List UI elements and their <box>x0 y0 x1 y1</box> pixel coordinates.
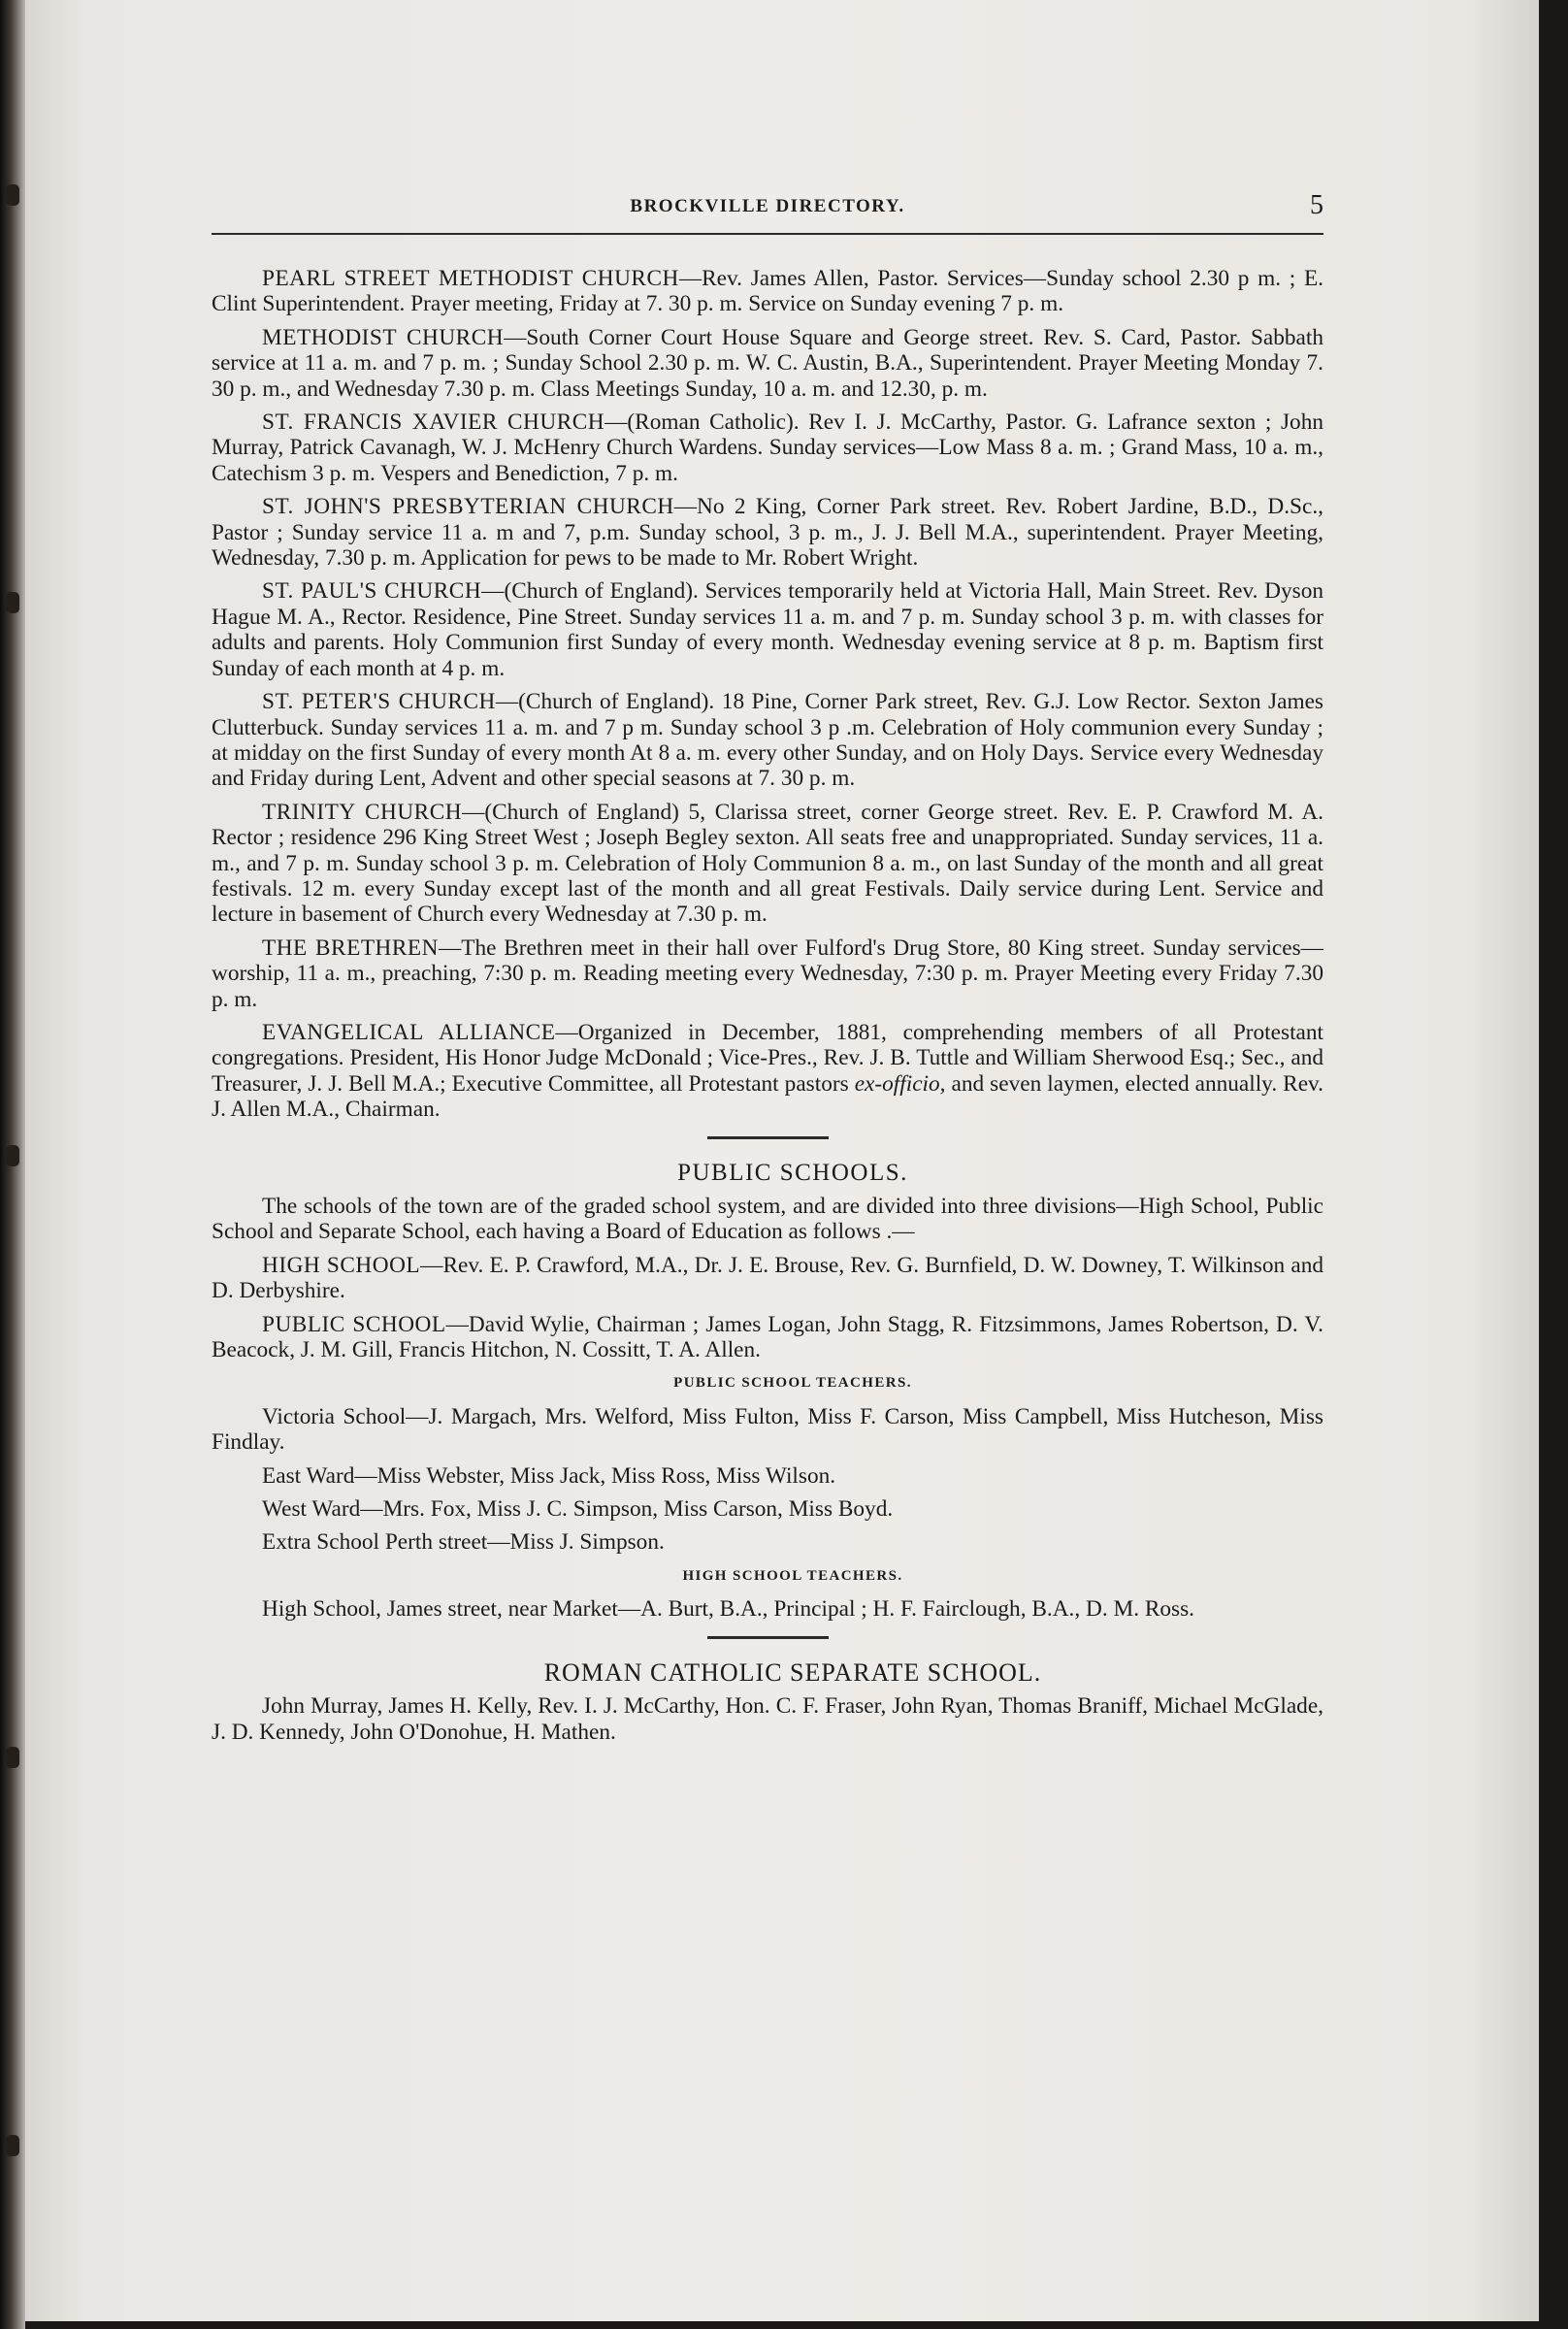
teachers-entry: East Ward—Miss Webster, Miss Jack, Miss Ross, Miss Wilson. <box>262 1462 836 1489</box>
church-name: THE BRETHREN <box>262 935 439 961</box>
binding-stitch <box>6 1747 19 1768</box>
church-entry <box>212 935 1323 1012</box>
church-name: PEARL STREET METHODIST CHURCH <box>262 266 679 291</box>
church-entry <box>212 266 1323 317</box>
public-schools-heading: PUBLIC SCHOOLS. <box>677 1159 908 1186</box>
board-members: —Rev. E. P. Crawford, M.A., Dr. J. E. Brouse, Rev. G. Burnfield, D. W. Downey, T. Wilkinson and D. Derbyshire. <box>212 1252 1323 1304</box>
church-name: METHODIST CHURCH <box>262 324 505 350</box>
separate-school-members: John Murray, James H. Kelly, Rev. I. J. McCarthy, Hon. C. F. Fraser, John Ryan, Thomas Braniff, Michael McGlade, J. D. Kennedy, John O'Donohue, H. Mathen. <box>212 1693 1323 1745</box>
church-entry <box>212 689 1323 792</box>
high-school-board <box>212 1253 1323 1304</box>
church-name: ST. PAUL'S CHURCH <box>262 578 482 605</box>
header-rule <box>212 233 1323 235</box>
church-entry <box>212 410 1323 486</box>
public-schools-intro: The schools of the town are of the graded school system, and are divided into three divisions—High School, Public School and Separate School, each having a Board of Education as follows .— <box>212 1194 1323 1245</box>
alliance-italic: ex-officio, <box>854 1070 946 1097</box>
church-name: TRINITY CHURCH <box>262 799 463 825</box>
page-body <box>212 266 1323 1753</box>
running-header <box>212 190 1323 229</box>
binding-stitch <box>6 592 19 613</box>
church-entry <box>212 800 1323 928</box>
board-members: —David Wylie, Chairman ; James Logan, John Stagg, R. Fitzsimmons, James Robertson, D. V. Beacock, J. M. Gill, Francis Hitchon, N. Cossitt, T. A. Allen. <box>212 1311 1323 1363</box>
public-school-board <box>212 1312 1323 1363</box>
church-name: ST. JOHN'S PRESBYTERIAN CHURCH <box>262 494 674 520</box>
book-binding <box>0 0 25 2329</box>
teachers-entry: Extra School Perth street—Miss J. Simpson. <box>262 1529 665 1556</box>
alliance-details: —Organized in December, 1881, comprehending members of all Protestant congregations. President, His Honor Judge McDonald ; Vice-Pres., Rev. J. B. Tuttle and William Sherwood Esq.; Sec., and Treasurer, J. J. Bell M.A.; Executive Committee, all Protestant pastors <box>212 1019 1323 1097</box>
alliance-entry <box>212 1020 1323 1123</box>
section-divider <box>707 1636 829 1639</box>
high-teachers-heading: HIGH SCHOOL TEACHERS. <box>682 1567 903 1584</box>
alliance-name: EVANGELICAL ALLIANCE <box>262 1019 556 1045</box>
church-details: —(Church of England) 5, Clarissa street, corner George street. Rev. E. P. Crawford M. A. Rector ; residence 296 King Street West ; Joseph Begley sexton. All seats free and unappropriated. Sunday services, 11 a. m., and 7 p. m. Sunday school 3 p. m. Celebration of Holy Communion 8 a. m., on last Sunday of the month and all great festivals. 12 m. every Sunday except last of the month and all great Festivals. Daily service during Lent. Service and lecture in basement of Church every Wednesday at 7.30 p. m. <box>212 799 1323 928</box>
binding-stitch <box>6 2135 19 2156</box>
church-name: ST. PETER'S CHURCH <box>262 689 496 715</box>
high-teachers-entry: High School, James street, near Market—A. Burt, B.A., Principal ; H. F. Fairclough, B.A., D. M. Ross. <box>262 1596 1194 1623</box>
church-details: —The Brethren meet in their hall over Fulford's Drug Store, 80 King street. Sunday services—worship, 11 a. m., preaching, 7:30 p. m. Reading meeting every Wednesday, 7:30 p. m. Prayer Meeting every Friday 7.30 p. m. <box>212 935 1323 1012</box>
church-entry <box>212 578 1323 681</box>
teachers-entry: West Ward—Mrs. Fox, Miss J. C. Simpson, Miss Carson, Miss Boyd. <box>262 1496 894 1523</box>
church-name: ST. FRANCIS XAVIER CHURCH <box>262 410 605 436</box>
church-details: —South Corner Court House Square and George street. Rev. S. Card, Pastor. Sabbath service at 11 a. m. and 7 p. m. ; Sunday School 2.30 p. m. W. C. Austin, B.A., Superintendent. Prayer Meeting Monday 7. 30 p. m., and Wednesday 7.30 p. m. Class Meetings Sunday, 10 a. m. and 12.30, p. m. <box>212 324 1324 402</box>
page-number: 5 <box>1310 190 1323 220</box>
church-entry <box>212 325 1323 402</box>
church-details: —(Roman Catholic). Rev I. J. McCarthy, Pastor. G. Lafrance sexton ; John Murray, Patrick Cavanagh, W. J. McHenry Church Wardens. Sunday services—Low Mass 8 a. m. ; Grand Mass, 10 a. m., Catechism 3 p. m. Vespers and Benediction, 7 p. m. <box>212 410 1323 486</box>
binding-stitch <box>6 1145 19 1166</box>
church-details: —No 2 King, Corner Park street. Rev. Robert Jardine, B.D., D.Sc., Pastor ; Sunday service 11 a. m and 7, p.m. Sunday school, 3 p. m., J. J. Bell M.A., superintendent. Prayer Meeting, Wednesday, 7.30 p. m. Application for pews to be made to Mr. Robert Wright. <box>212 494 1323 572</box>
teachers-entry: Victoria School—J. Margach, Mrs. Welford, Miss Fulton, Miss F. Carson, Miss Campbell, Miss Hutcheson, Miss Findlay. <box>212 1403 1323 1456</box>
separate-school-heading: ROMAN CATHOLIC SEPARATE SCHOOL. <box>543 1657 1042 1687</box>
binding-stitch <box>6 184 19 206</box>
alliance-details-end: and seven laymen, elected annually. Rev. J. Allen M.A., Chairman. <box>212 1070 1323 1123</box>
section-divider <box>707 1136 829 1139</box>
church-details: —Rev. James Allen, Pastor. Services—Sunday school 2.30 p m. ; E. Clint Superintendent. Prayer meeting, Friday at 7. 30 p. m. Service on Sunday evening 7 p. m. <box>212 266 1324 317</box>
public-teachers-heading: PUBLIC SCHOOL TEACHERS. <box>673 1375 912 1392</box>
church-entry <box>212 494 1323 571</box>
board-name: HIGH SCHOOL <box>262 1252 421 1278</box>
church-details: —(Church of England). Services temporarily held at Victoria Hall, Main Street. Rev. Dyson Hague M. A., Rector. Residence, Pine Street. Sunday services 11 a. m. and 7 p. m. Sunday school 3 p. m. with classes for adults and parents. Holy Communion first Sunday of every month. Wednesday evening service at 8 p. m. Baptism first Sunday of each month at 4 p. m. <box>212 578 1323 681</box>
church-details: —(Church of England). 18 Pine, Corner Park street, Rev. G.J. Low Rector. Sexton James Clutterbuck. Sunday services 11 a. m. and 7 p m. Sunday school 3 p .m. Celebration of Holy communion every Sunday ; at midday on the first Sunday of every month At 8 a. m. every other Sunday, and on Holy Days. Service every Wednesday and Friday during Lent, Advent and other special seasons at 7. 30 p. m. <box>212 689 1323 792</box>
running-title: BROCKVILLE DIRECTORY. <box>630 196 905 216</box>
board-name: PUBLIC SCHOOL <box>262 1311 446 1337</box>
